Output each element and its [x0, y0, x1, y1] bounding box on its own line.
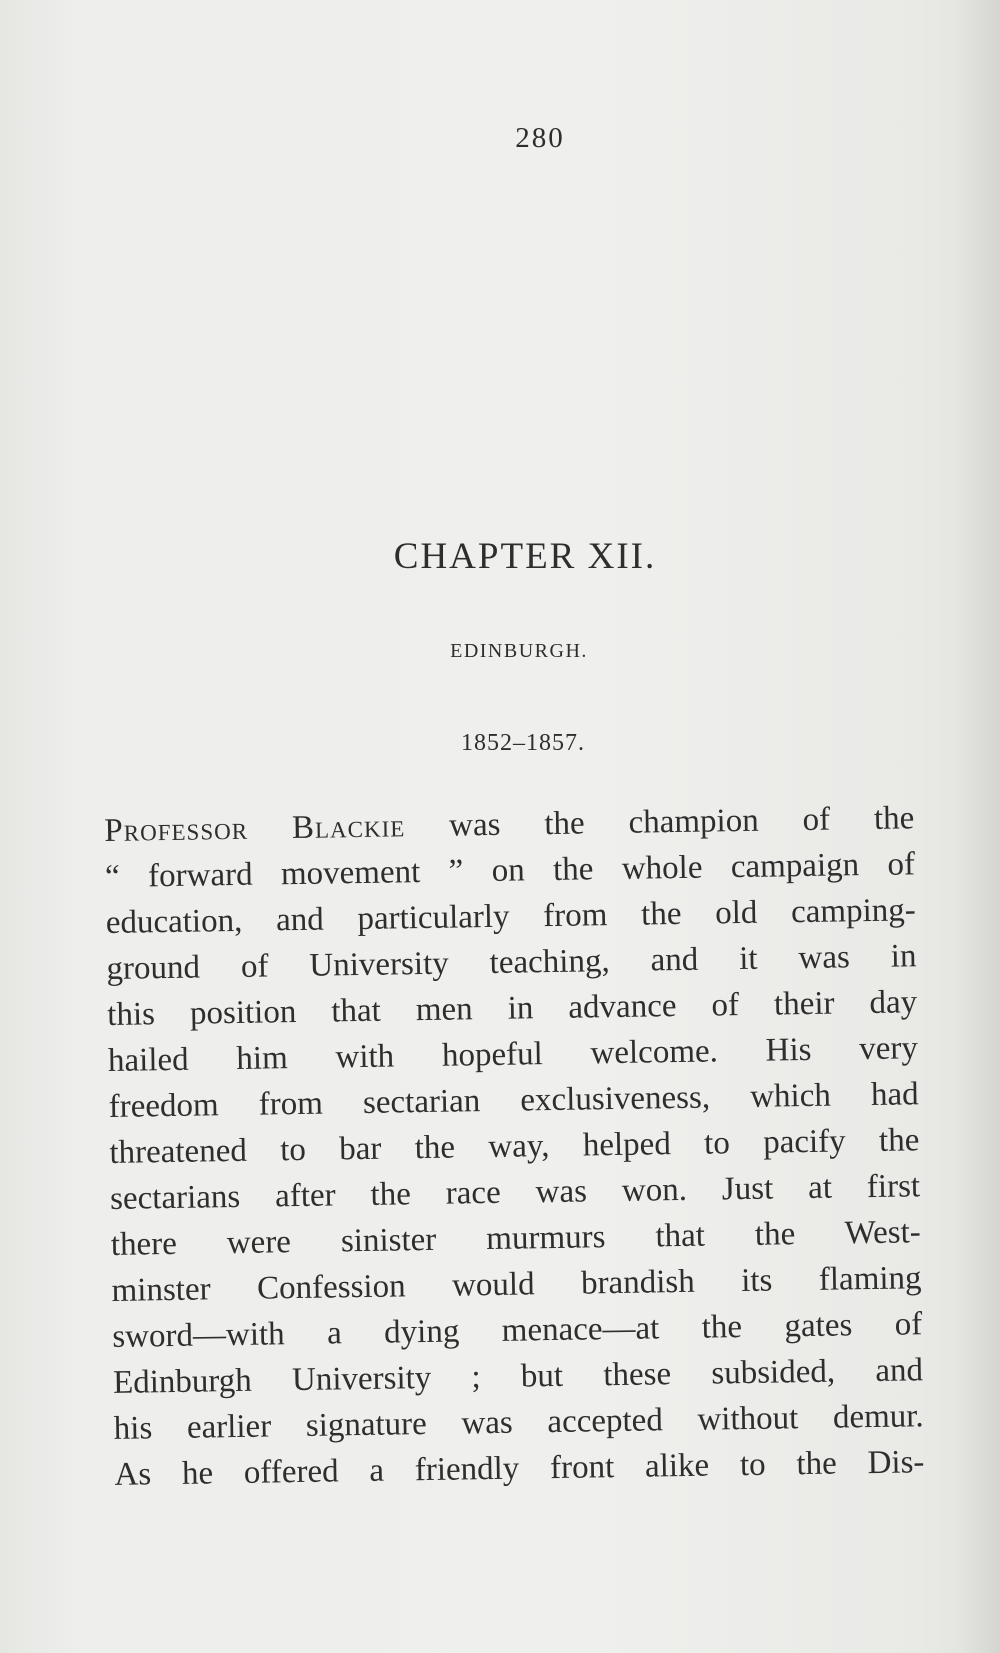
body-line-3: education, and particularly from the old camping- [105, 892, 916, 941]
body-line-6: hailed him with hopeful welcome. His very [107, 1030, 919, 1079]
lead-word-1: Professor [104, 810, 249, 849]
body-line-7: freedom from sectarian exclusiveness, which had [108, 1076, 919, 1125]
first-line-rest: was the champion of the [404, 800, 915, 845]
body-line-15: As he offered a friendly front alike to the Dis- [114, 1444, 925, 1493]
chapter-title: CHAPTER XII. [393, 536, 657, 577]
body-line-12: sword—with a dying menace—at the gates of [112, 1306, 923, 1355]
lead-word-2: Blackie [291, 808, 406, 847]
body-line-9: sectarians after the race was won. Just at first [109, 1168, 921, 1217]
page-edge-shadow [955, 0, 1000, 1653]
body-line-8: threatened to bar the way, helped to pacify the [109, 1122, 920, 1171]
body-line-2: “ forward movement ” on the whole campaign of [104, 846, 916, 895]
body-paragraph [104, 795, 925, 1498]
body-line-13: Edinburgh University ; but these subsided, and [112, 1352, 924, 1401]
body-line-4: ground of University teaching, and it was in [106, 938, 917, 987]
body-line-5: this position that men in advance of their day [106, 984, 918, 1033]
body-line-14: his earlier signature was accepted without demur. [113, 1398, 924, 1447]
body-line-11: minster Confession would brandish its flaming [111, 1260, 922, 1309]
page-number: 280 [515, 122, 565, 154]
chapter-dates: 1852–1857. [461, 730, 585, 756]
body-line-10: there were sinister murmurs that the West- [110, 1214, 922, 1263]
chapter-place: EDINBURGH. [450, 640, 588, 662]
